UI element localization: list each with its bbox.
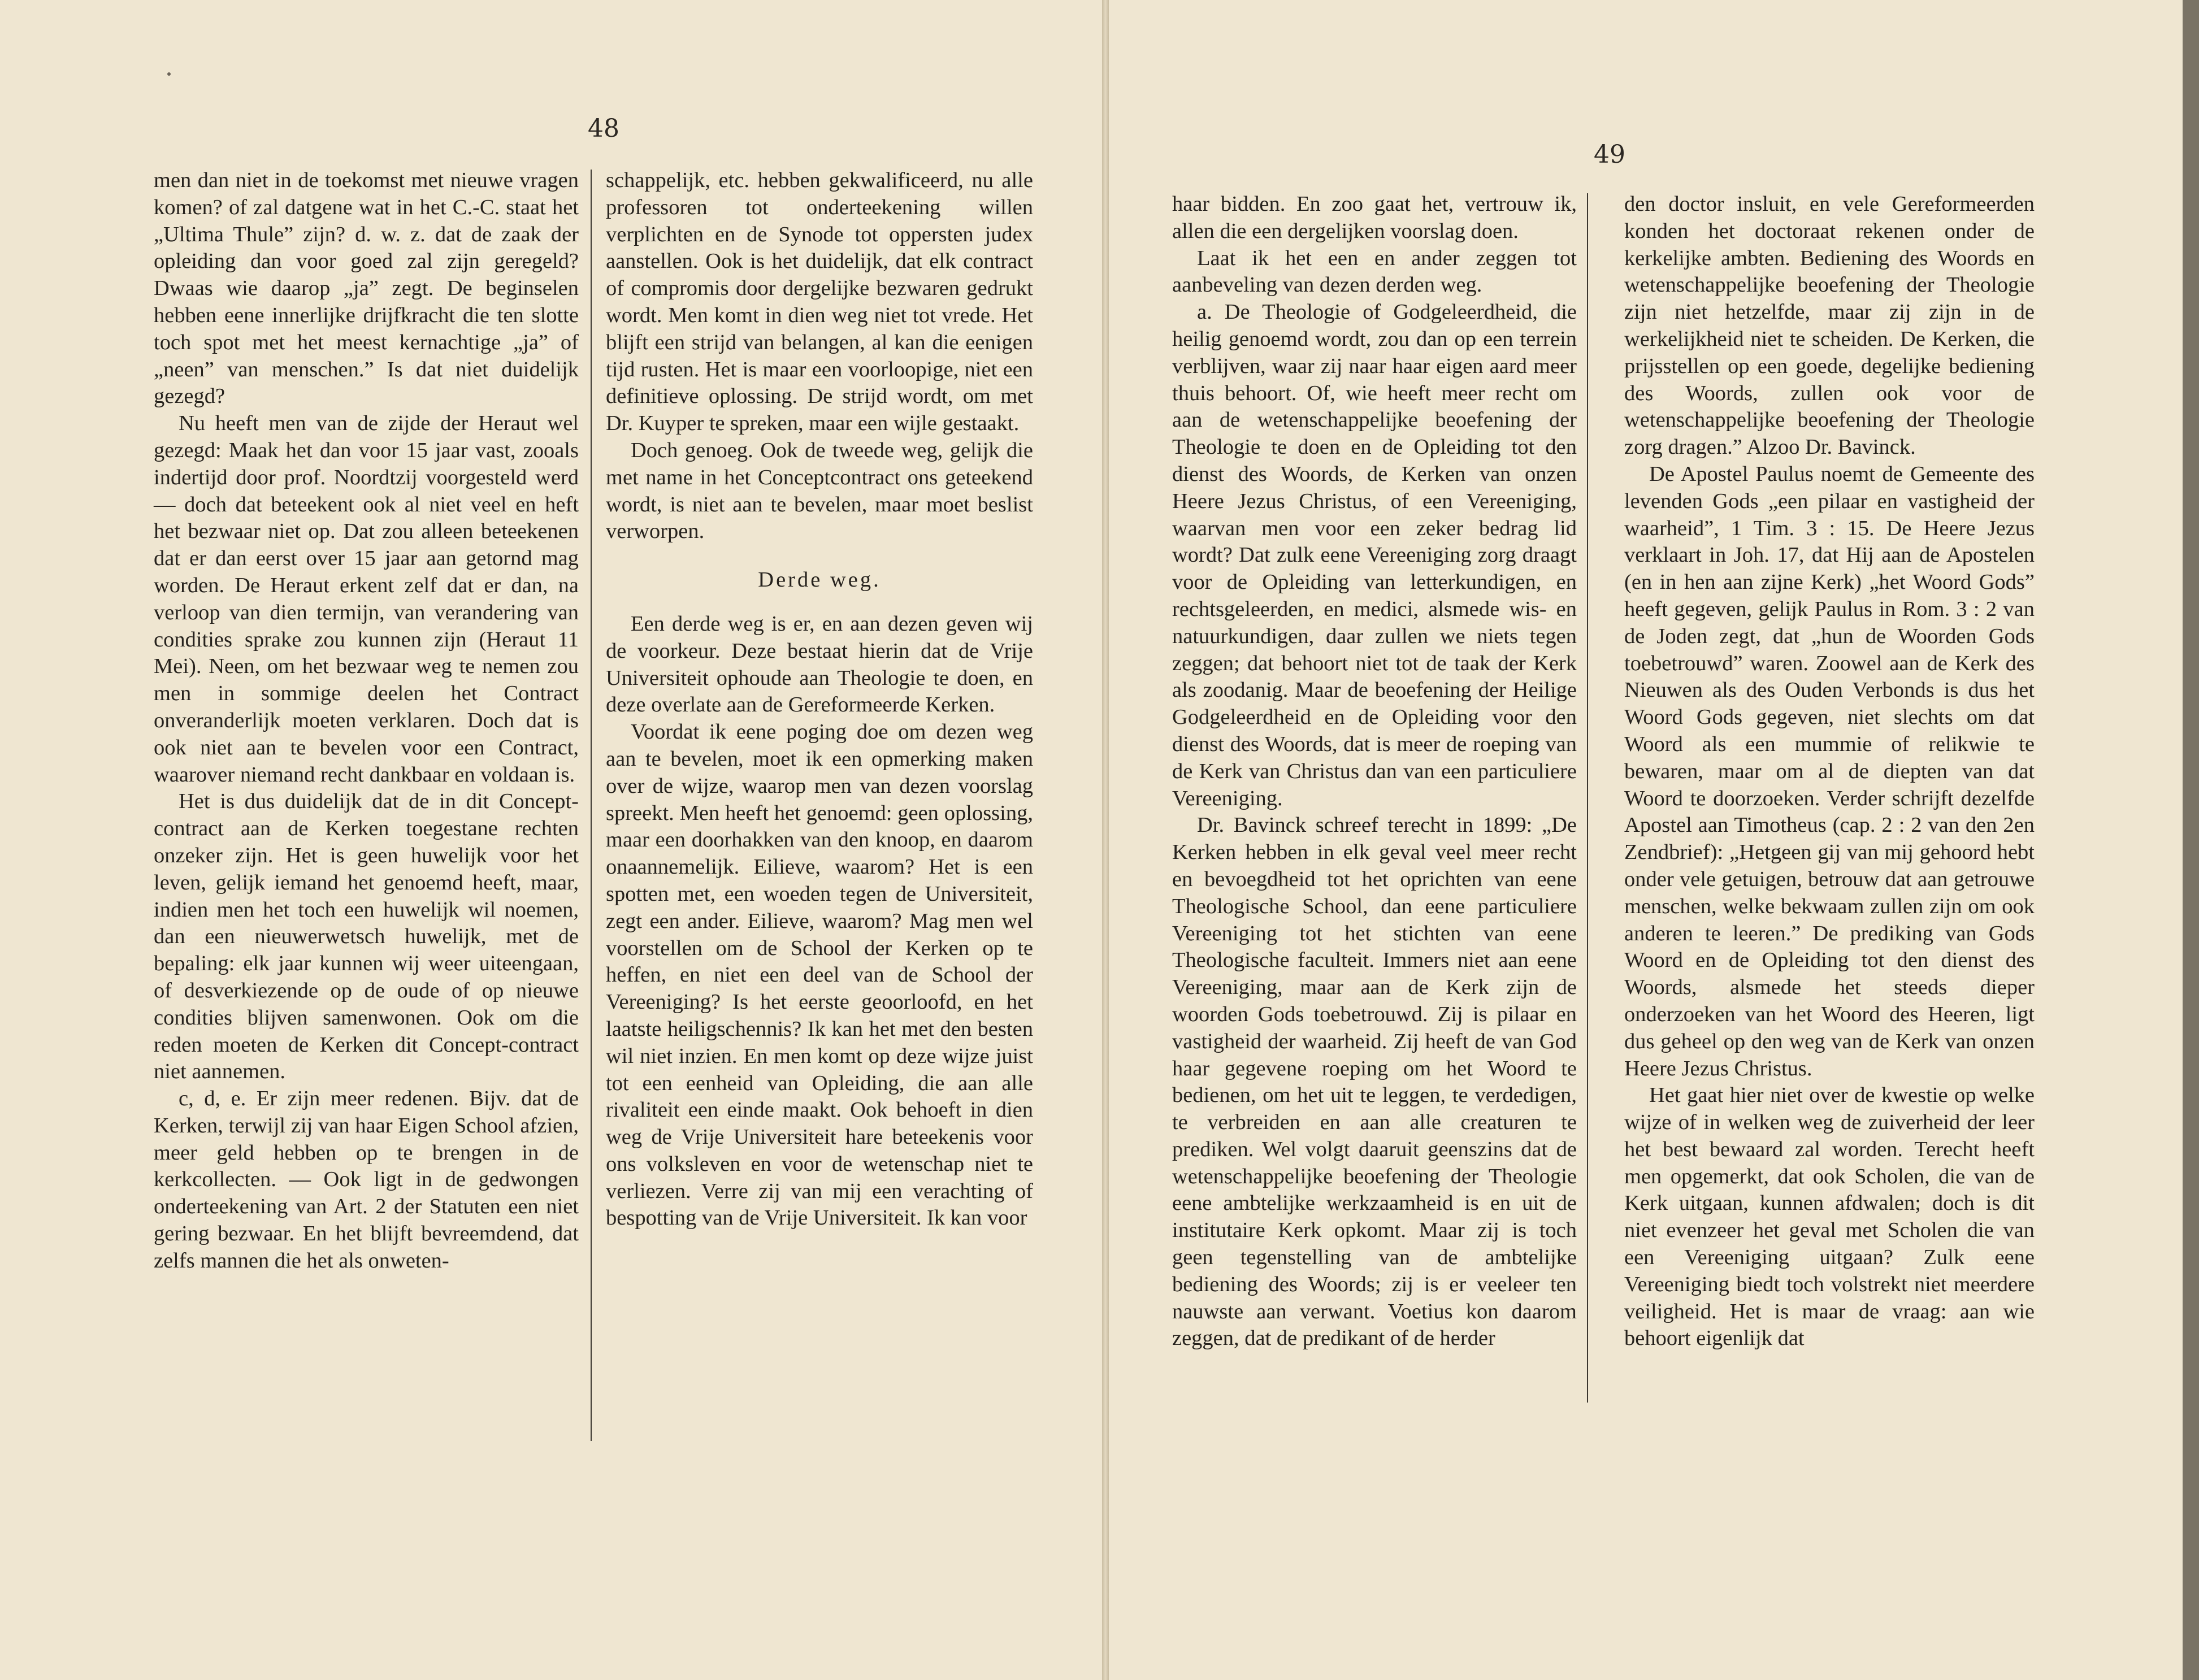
speck	[167, 72, 171, 76]
left-column-2	[606, 167, 1033, 1232]
paragraph: Laat ik het een en ander zeggen tot aanbeveling van dezen derden weg.	[1172, 246, 1577, 297]
page-number-right: 49	[1594, 140, 1625, 169]
right-column-1	[1172, 191, 1577, 1352]
paragraph: Voordat ik eene poging doe om dezen weg aan te bevelen, moet ik een opmerking maken over de wijze, waarop men van dezen voorslag spreekt. Men heeft het genoemd: geen oplossing, maar een doorhakken van den knoop, en daarom onaannemelijk. Eilieve, waarom? Het is een spotten met, een woeden tegen de Universiteit, zegt een ander. Eilieve, waarom? Mag men wel voorstellen om de School der Kerken op te heffen, en niet een deel van de School der Vereeniging? Is het eerste geoorloofd, en het laatste heiligschennis? Ik kan het met den besten wil niet inzien. En men komt op deze wijze juist tot een eenheid van Opleiding, die aan alle rivaliteit een einde maakt. Ook behoeft in dien weg de Vrije Universiteit hare beteekenis voor ons volksleven en voor de wetenschap niet te verliezen. Verre zij van mij een verachting of bespotting van de Vrije Universiteit. Ik kan voor	[606, 720, 1033, 1230]
page-number-left: 48	[588, 114, 619, 143]
gutter	[1102, 0, 1109, 1680]
paragraph: De Apostel Paulus noemt de Gemeente des levenden Gods „een pilaar en vastigheid der waarheid”, 1 Tim. 3 : 15. De Heere Jezus verklaart in Joh. 17, dat Hij aan de Apostelen (en in hen aan zijne Kerk) „het Woord Gods” heeft gegeven, gelijk Paulus in Rom. 3 : 2 van de Joden zegt, dat „hun de Woorden Gods toebetrouwd” waren. Zoowel aan de Kerk des Nieuwen als des Ouden Verbonds is dus het Woord Gods gegeven, niet slechts om dat Woord als een mummie of relikwie te bewaren, maar om al de diepten van dat Woord te doorzoeken. Verder schrijft dezelfde Apostel aan Timotheus (cap. 2 : 2 van den 2en Zendbrief): „Hetgeen gij van mij gehoord hebt onder vele getuigen, betrouw dat aan getrouwe menschen, welke bekwaam zullen zijn om ook anderen te leeren.” De prediking van Gods Woord en de Opleiding tot den dienst des Woords, alsmede het steeds dieper onderzoeken van het Woord des Heeren, ligt dus geheel op den weg van de Kerk van onzen Heere Jezus Christus.	[1624, 462, 2035, 1080]
paragraph: a. De Theologie of Godgeleerdheid, die heilig genoemd wordt, zou dan op een terrein verblijven, waar zij naar haar eigen aard meer thuis behoort. Of, wie heeft meer recht om aan de wetenschappelijke beoefening der Theologie te doen en de Opleiding tot den dienst des Woords, de Kerken van onzen Heere Jezus Christus, of een Vereeniging, waarvan men voor een zeker bedrag lid wordt? Dat zulk eene Vereeniging zorg draagt voor de Opleiding van letterkundigen, en rechtsgeleerden, en medici, alsmede wis- en natuurkundigen, daar zullen we niets tegen zeggen; dat behoort niet tot de taak der Kerk als zoodanig. Maar de beoefening der Heilige Godgeleerdheid en de Opleiding voor den dienst des Woords, dat is meer de roeping van de Kerk van Christus dan van een particuliere Vereeniging.	[1172, 300, 1577, 810]
paragraph: Het gaat hier niet over de kwestie op welke wijze of in welken weg de zuiverheid der leer het best bewaard zal worden. Terecht heeft men opgemerkt, dat ook Scholen, die van de Kerk uitgaan, kunnen afdwalen; doch is dit niet evenzeer het geval met Scholen die van een Vereeniging uitgaan? Zulk eene Vereeniging biedt toch volstrekt niet meerdere veiligheid. Het is maar de vraag: aan wie behoort eigenlijk dat	[1624, 1083, 2035, 1351]
paragraph: Nu heeft men van de zijde der Heraut wel gezegd: Maak het dan voor 15 jaar vast, zooals indertijd door prof. Noordtzij voorgesteld werd — doch dat beteekent ook al niet veel en heft het bezwaar niet op. Dat zou alleen beteekenen dat er dan eerst over 15 jaar aan getornd mag worden. De Heraut erkent zelf dat er dan, na verloop van dien termijn, van verandering van condities sprake zou kunnen zijn (Heraut 11 Mei). Neen, om het bezwaar weg te nemen zou men in sommige deelen het Contract onveranderlijk moeten verklaren. Doch dat is ook niet aan te bevelen voor een Contract, waarover niemand recht dankbaar en voldaan is.	[154, 411, 579, 787]
column-rule-right	[1587, 193, 1588, 1403]
paragraph: den doctor insluit, en vele Gereformeerden konden het doctoraat rekenen onder de kerkelijke ambten. Bediening des Woords en wetenschappelijke beoefening der Theologie zijn niet hetzelfde, maar zij zijn in de werkelijkheid niet te scheiden. De Kerken, die prijsstellen op een goede, degelijke bediening des Woords, zullen ook voor de wetenschappelijke beoefening der Theologie zorg dragen.” Alzoo Dr. Bavinck.	[1624, 192, 2035, 459]
right-page	[1109, 0, 2183, 1680]
paragraph: Het is dus duidelijk dat de in dit Concept-contract aan de Kerken toegestane rechten onzeker zijn. Het is geen huwelijk voor het leven, gelijk iemand het genoemd heeft, maar, indien men het toch een huwelijk wil noemen, dan een nieuwerwetsch huwelijk, met de bepaling: elk jaar kunnen wij weer uiteengaan, of desverkiezende op de oude of op nieuwe condities blijven samenwonen. Ook om die reden moeten de Kerken dit Concept-contract niet aannemen.	[154, 789, 579, 1084]
paragraph: Een derde weg is er, en aan dezen geven wij de voorkeur. Deze bestaat hierin dat de Vrije Universiteit ophoude aan Theologie te doen, en deze overlate aan de Gereformeerde Kerken.	[606, 611, 1033, 717]
paragraph: Doch genoeg. Ook de tweede weg, gelijk die met name in het Conceptcontract ons geteekend wordt, is niet aan te bevelen, maar moet beslist verworpen.	[606, 438, 1033, 544]
section-heading: Derde weg.	[758, 568, 881, 592]
right-column-2	[1624, 191, 2035, 1352]
paragraph: Dr. Bavinck schreef terecht in 1899: „De Kerken hebben in elk geval veel meer recht en bevoegdheid tot het oprichten van eene Theologische School, dan eene particuliere Vereeniging tot het stichten van eene Theologische faculteit. Immers niet aan eene Vereeniging, maar aan de Kerk zijn de woorden Gods toebetrouwd. Zij is pilaar en vastigheid der waarheid. Zij heeft de van God haar gegevene roeping om het Woord te bedienen, om het uit te leggen, te verdedigen, te verbreiden en aan alle creaturen te prediken. Wel volgt daaruit geenszins dat de wetenschappelijke beoefening der Theologie eene ambtelijke werkzaamheid is en uit de institutaire Kerk opkomt. Maar zij is toch geen tegenstelling van de ambtelijke bediening des Woords; zij is er veeleer ten nauwste aan verwant. Voetius kon daarom zeggen, dat de predikant of de herder	[1172, 813, 1577, 1351]
paragraph: men dan niet in de toekomst met nieuwe vragen komen? of zal datgene wat in het C.-C. staat het „Ultima Thule” zijn? d. w. z. dat de zaak der opleiding dan voor goed zal zijn geregeld? Dwaas wie daarop „ja” zegt. De beginselen hebben eene innerlijke drijfkracht die ten slotte toch spot met het meest kernachtige „ja” of „neen” van menschen.” Is dat niet duidelijk gezegd?	[154, 168, 579, 409]
left-column-1	[154, 167, 579, 1275]
page-edge	[2183, 0, 2199, 1680]
column-rule-left	[591, 170, 592, 1441]
paragraph: schappelijk, etc. hebben gekwalificeerd, nu alle professoren tot onderteekening willen verplichten en de Synode tot oppersten judex aanstellen. Ook is het duidelijk, dat elk contract of compromis door dergelijke bezwaren gedrukt wordt. Men komt in dien weg niet tot vrede. Het blijft een strijd van belangen, al kan die eenigen tijd rusten. Het is maar een voorloopige, niet een definitieve oplossing. De strijd wordt, om met Dr. Kuyper te spreken, maar een wijle gestaakt.	[606, 168, 1033, 436]
paragraph: c, d, e. Er zijn meer redenen. Bijv. dat de Kerken, terwijl zij van haar Eigen School afzien, meer geld hebben op te brengen in de kerkcollecten. — Ook ligt in de gedwongen onderteekening van Art. 2 der Statuten een niet gering bezwaar. En het blijft bevreemdend, dat zelfs mannen die het als onweten-	[154, 1087, 579, 1273]
paragraph: haar bidden. En zoo gaat het, vertrouw ik, allen die een dergelijken voorslag doen.	[1172, 192, 1577, 243]
